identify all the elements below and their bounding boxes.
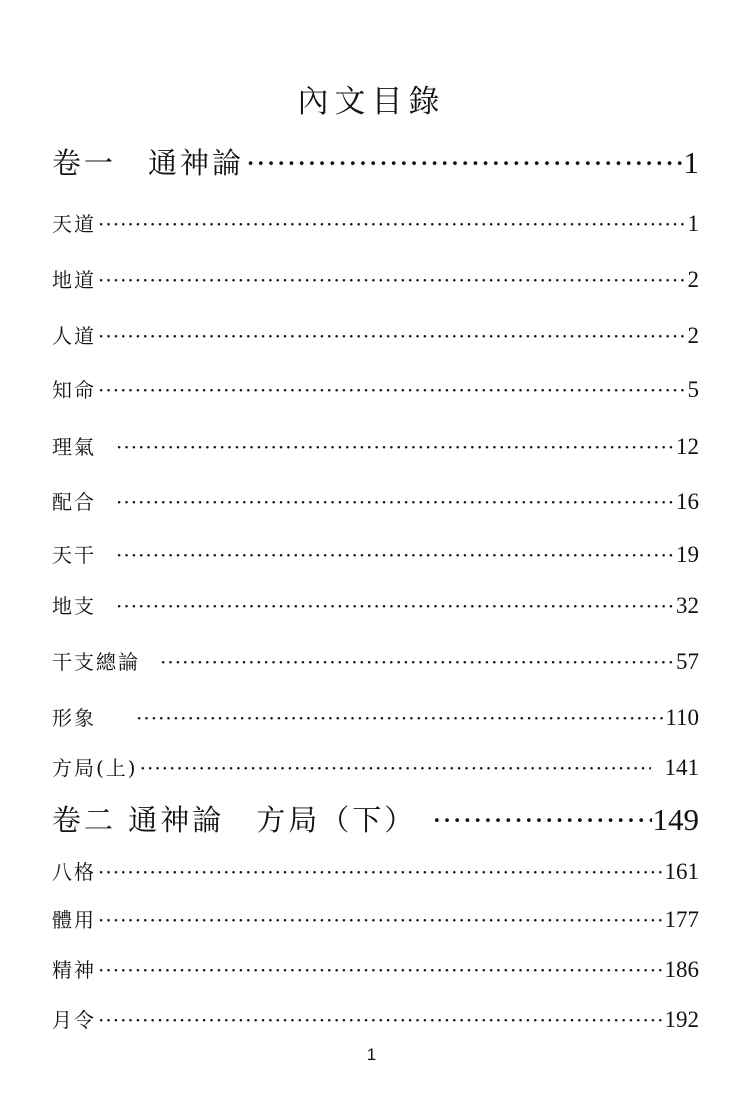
toc-entry-page: 2 [687,323,699,348]
toc-entry-page: 32 [676,593,699,618]
toc-entry-label: 天道 [52,212,96,236]
leader-dots [98,858,664,886]
leader-dots [116,488,675,516]
toc-entry-volume-1 [52,143,699,183]
toc-entry-page: 57 [676,649,699,674]
toc-entry [52,541,699,569]
toc-entry [52,858,699,886]
toc-entry-page: 1 [683,145,699,180]
toc-entry-page: 110 [665,705,699,730]
toc-entry-page: 186 [664,957,699,982]
page-number: 1 [366,1045,377,1064]
leader-dots [432,800,651,840]
toc-entry-label: 方局(上) [52,756,138,780]
toc-entry-label: 卷二 通神論 方局（下） [52,803,417,837]
leader-dots [116,592,675,620]
toc-entry [52,648,699,676]
toc-entry [52,754,699,782]
toc-entry-label: 知命 [52,378,96,402]
toc-entry-page: 177 [664,907,699,932]
leader-dots [116,541,675,569]
toc-entry-page: 12 [676,434,699,459]
toc-entry-label: 形象 [52,706,96,730]
toc-entry-label: 配合 [52,490,96,514]
toc-entry-volume-2 [52,800,699,840]
toc-entry [52,704,699,732]
toc-entry-label: 人道 [52,324,96,348]
toc-entry [52,906,699,934]
page-title: 內文目錄 [297,84,446,120]
leader-dots [98,376,687,404]
toc-entry-label: 天干 [52,543,96,567]
toc-entry-page: 5 [687,377,699,402]
toc-entry-page: 1 [687,211,699,236]
toc-entry-label: 精神 [52,958,96,982]
toc-entry-page: 149 [652,802,699,837]
leader-dots [160,648,675,676]
toc-entry-label: 八格 [52,860,96,884]
leader-dots [98,1006,664,1034]
toc-entry-label: 地支 [52,594,96,618]
toc-entry [52,956,699,984]
toc-entry [52,376,699,404]
toc-entry-page: 141 [664,755,699,780]
toc-entry [52,322,699,350]
leader-dots [98,210,687,238]
toc-entry [52,210,699,238]
leader-dots [98,266,687,294]
toc-entry [52,433,699,461]
toc-entry-page: 192 [664,1007,699,1032]
toc-entry [52,1006,699,1034]
toc-entry-page: 161 [664,859,699,884]
toc-entry [52,592,699,620]
leader-dots [98,322,687,350]
toc-entry-label: 地道 [52,268,96,292]
toc-entry-page: 16 [676,489,699,514]
leader-dots [246,143,682,183]
toc-entry [52,488,699,516]
table-of-contents [52,0,699,1120]
toc-entry-label: 卷一 通神論 [52,146,245,180]
toc-entry-label: 體用 [52,908,96,932]
leader-dots [140,754,651,782]
toc-entry [52,266,699,294]
leader-dots [136,704,664,732]
toc-entry-page: 2 [687,267,699,292]
leader-dots [98,906,664,934]
leader-dots [116,433,675,461]
toc-entry-label: 月令 [52,1008,96,1032]
toc-entry-label: 理氣 [52,435,96,459]
toc-entry-label: 干支總論 [52,650,140,674]
toc-entry-page: 19 [676,542,699,567]
leader-dots [98,956,664,984]
